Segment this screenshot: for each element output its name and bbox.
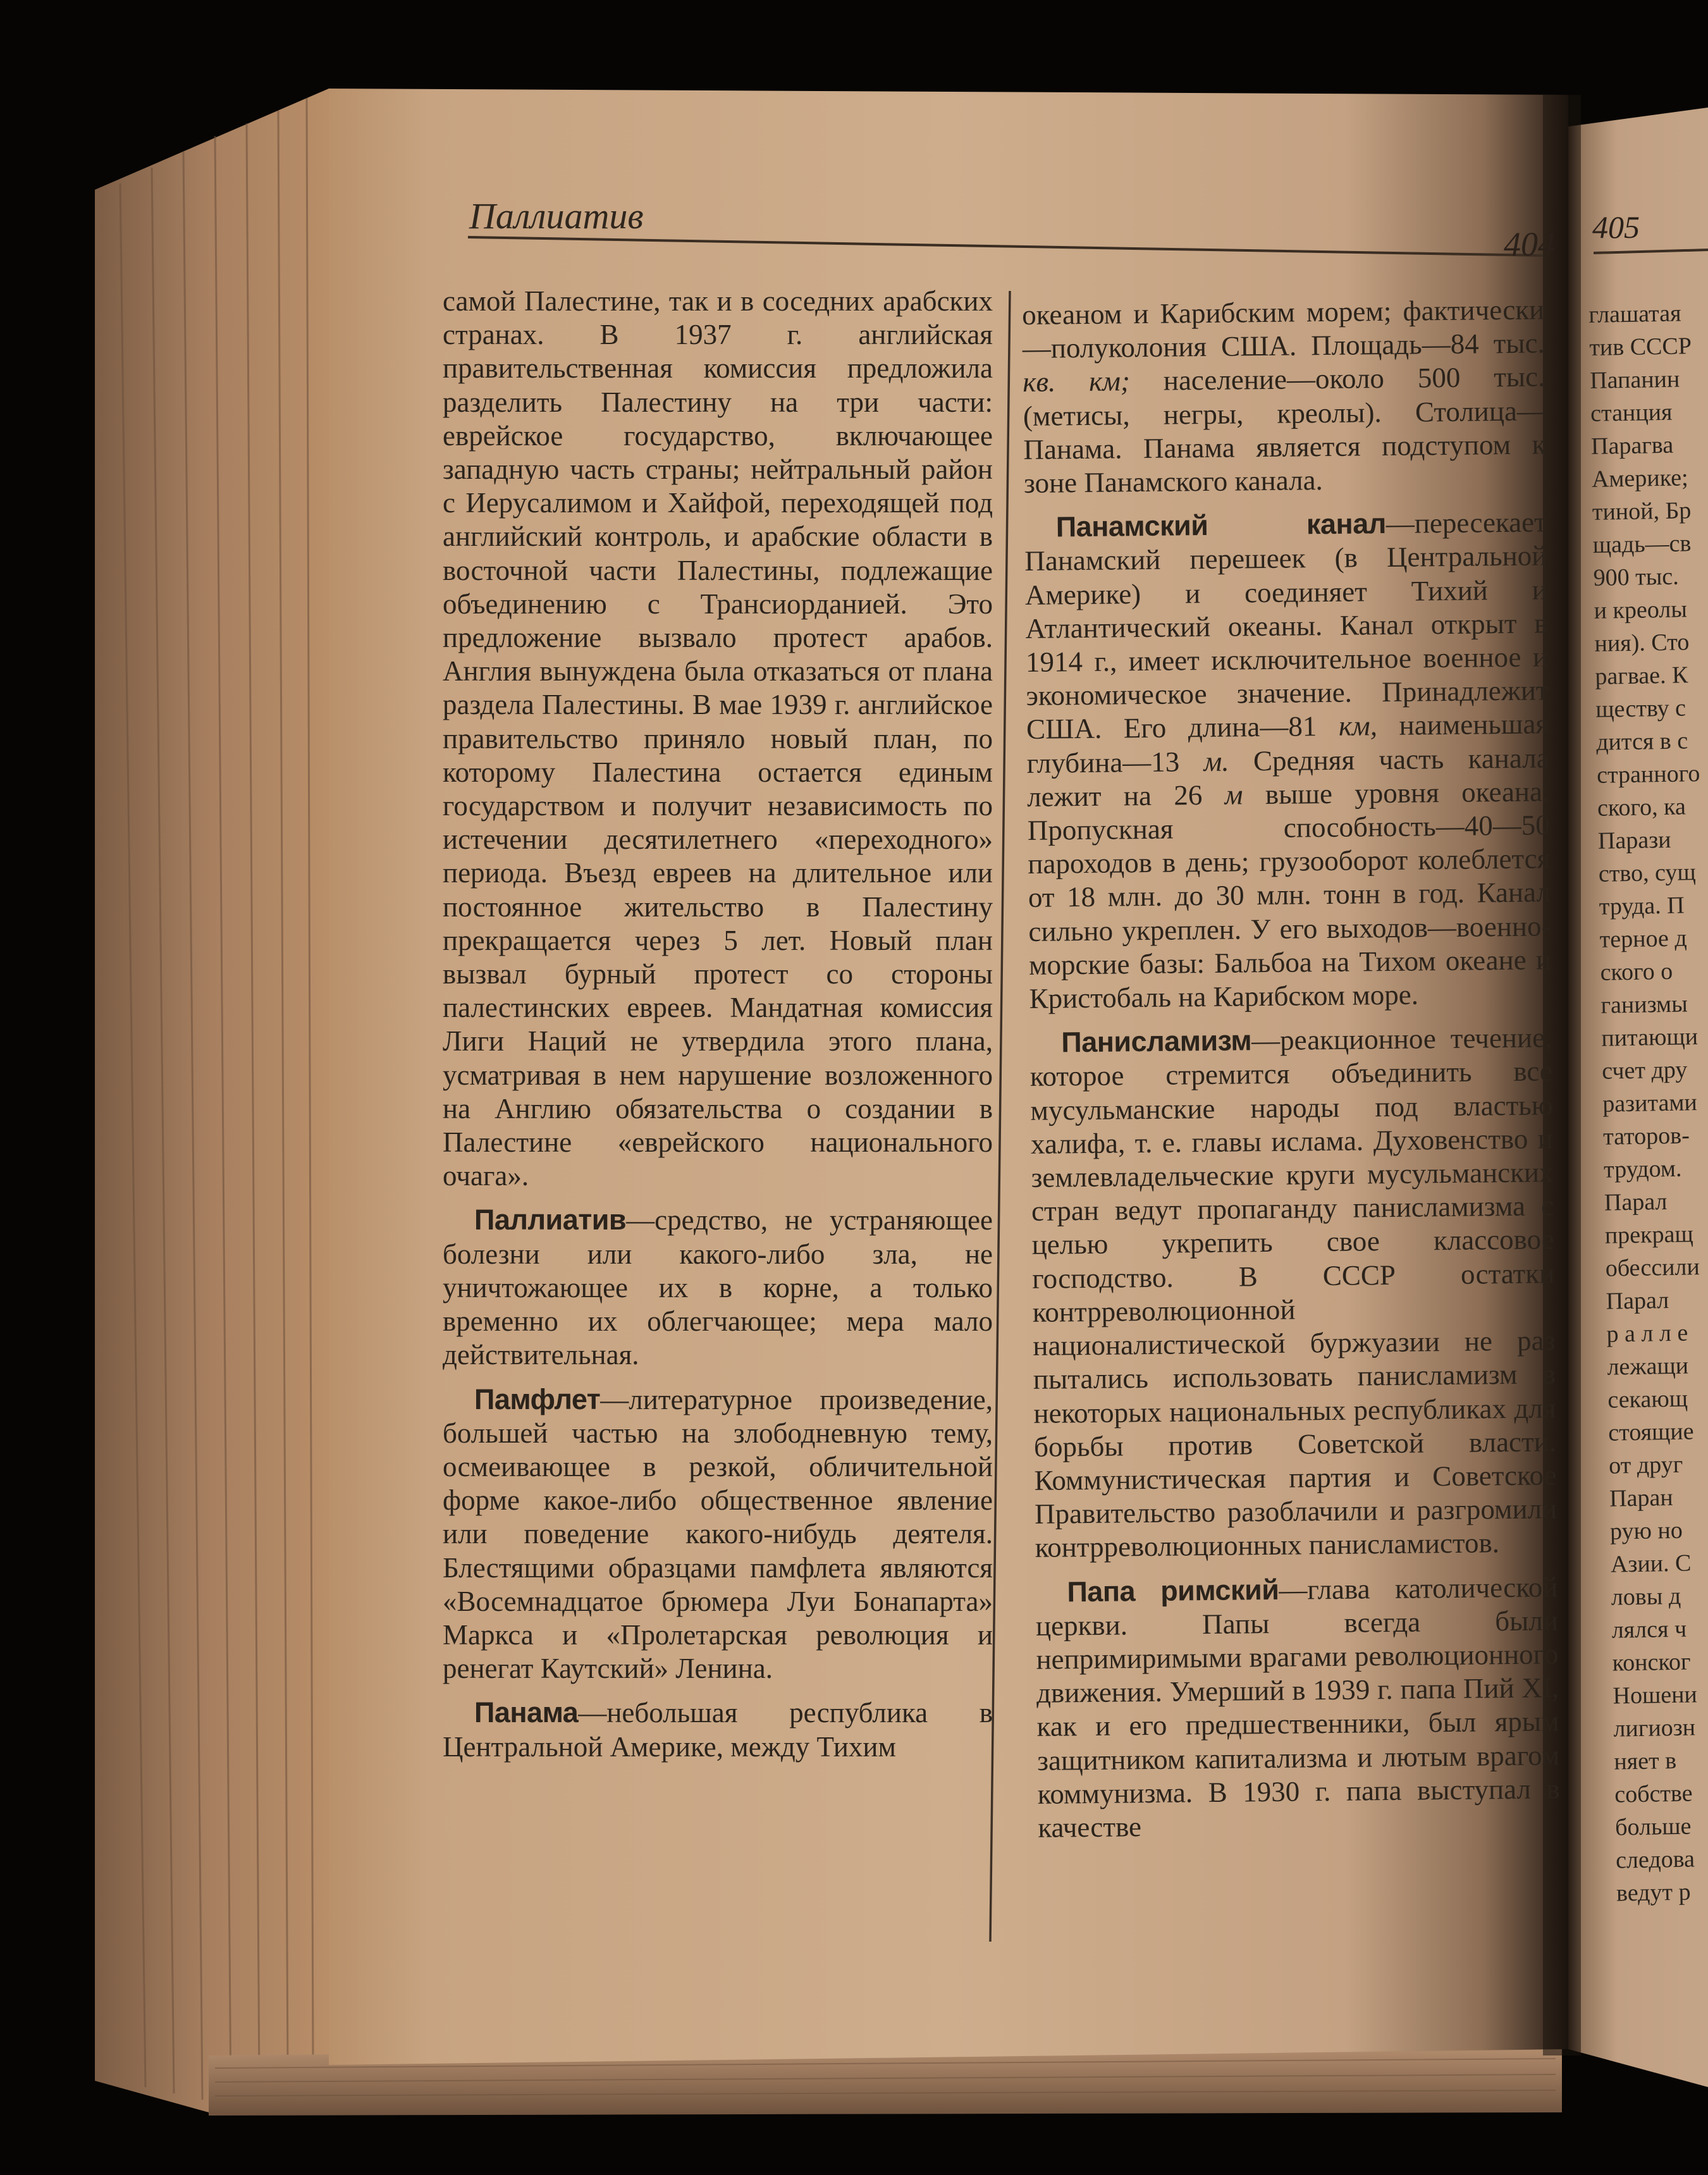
page-number-right: 405 — [1592, 209, 1640, 245]
page-number-left: 404 — [1504, 225, 1555, 263]
right-page-line: трудом. — [1603, 1155, 1682, 1183]
right-page-line: Ношени — [1613, 1681, 1698, 1710]
right-page-line: ловы д — [1611, 1582, 1681, 1611]
right-page-line: глашатая — [1588, 300, 1681, 328]
right-page-line: счет дру — [1601, 1056, 1688, 1085]
right-page-line: Парал — [1604, 1188, 1668, 1216]
text-run: выше уровня океана. Пропускная способность—40—50 пароходов в день; грузооборот колеблется от 18 млн. до 30 млн. тонн в год. Канал сильно укреплен. У его выходов—военно-морские базы: Бальбоа на Тихом океане и Кристобаль на Карибском море. — [1027, 775, 1552, 1015]
right-page-line: труда. П — [1599, 892, 1685, 920]
unit-text: км, — [1338, 710, 1378, 742]
entry-panama-canal — [1024, 505, 1552, 1016]
right-page-line: Парагва — [1590, 431, 1674, 460]
right-page-line: ство, сущ — [1598, 859, 1697, 887]
right-page-line: лигиозн — [1613, 1714, 1696, 1742]
unit-text: кв. км; — [1023, 365, 1131, 398]
entry-headword: Панама — [474, 1696, 579, 1729]
column-middle — [1022, 293, 1561, 1845]
entry-panislamism — [1029, 1021, 1557, 1565]
right-page-line: Азии. С — [1610, 1550, 1692, 1578]
entry-headword: Панамский канал — [1055, 507, 1387, 543]
entry-text: —реакционное течение, которое стремится объединить все мусульманские народы под властью халифа, т. е. главы ислама. Духовенство и землевладельческие круги мусульманских стран ведут пропаганду панисламизма с целью укрепить свое классовое господство. В СССР остатки контрреволюционной националистической буржуазии не раз пытались использовать панисламизм в некоторых национальных республиках для борьбы против Советской власти. Коммунистическая партия и Советское Правительство разоблачили и разгромили контрреволюционных панисламистов. — [1029, 1021, 1557, 1564]
right-page-line: ского о — [1600, 958, 1673, 986]
right-page-line: обессили — [1605, 1254, 1700, 1282]
entry-text: —небольшая республика в Центральной Америке, между Тихим — [443, 1697, 993, 1763]
entry-pamflet — [443, 1383, 993, 1686]
entry-panama — [443, 1696, 993, 1763]
right-page-line: терное д — [1599, 925, 1688, 953]
entry-headword: Папа римский — [1067, 1573, 1279, 1608]
right-page-line: секающ — [1607, 1385, 1688, 1414]
right-page-line: странного — [1596, 760, 1700, 789]
entry-palliativ — [443, 1203, 993, 1372]
right-page-line: следова — [1615, 1845, 1695, 1874]
right-page-line: собстве — [1614, 1780, 1693, 1808]
right-page-line: больше — [1614, 1813, 1692, 1841]
text-run: наименьшая глубина—13 — [1026, 708, 1549, 779]
right-page-line: от друг — [1608, 1451, 1683, 1479]
right-page-line: дится в с — [1595, 727, 1688, 756]
right-page-line: ния). Сто — [1594, 629, 1690, 657]
entry-headword: Панисламизм — [1061, 1024, 1252, 1059]
text-run: —пересекает Панамский перешеек (в Центральной Америке) и соединяет Тихий и Атлантический океаны. Канал открыт в 1914 г., имеет исключительное военное и экономическое значение. Принадлежит США. Его длина—81 — [1024, 506, 1549, 746]
running-head: Паллиатив — [469, 195, 644, 237]
right-page-line: тив СССР — [1588, 333, 1692, 361]
right-page-line: ского, ка — [1597, 793, 1686, 822]
text-run: население—около 500 тыс. (метисы, негры, креолы). Столица—Панама. Панама является подступом к зоне Панамского канала. — [1023, 360, 1546, 499]
right-page-line: ществу с — [1595, 694, 1686, 723]
entry-pope — [1035, 1570, 1560, 1845]
right-page-line: станция — [1590, 398, 1673, 427]
right-page-line: щадь—св — [1592, 530, 1692, 558]
right-page-line: лежащи — [1607, 1352, 1689, 1381]
right-page-line: конског — [1612, 1648, 1691, 1677]
column-left — [443, 285, 993, 1764]
right-page-line: 900 тыс. — [1593, 563, 1680, 591]
right-page-line: Паран — [1609, 1484, 1673, 1512]
unit-text: м — [1224, 779, 1243, 811]
entry-text: —средство, не устраняющее болезни или какого-либо зла, не уничтожающее их в корне, а только временно их облегчающее; мера мало действительная. — [443, 1204, 993, 1371]
right-page-line: и креолы — [1594, 596, 1688, 624]
right-page-line: стоящие — [1607, 1418, 1694, 1446]
right-page-line: питающи — [1601, 1023, 1699, 1052]
right-page-line: Парал — [1606, 1287, 1669, 1315]
right-page-line: ведут р — [1616, 1878, 1691, 1907]
right-page-line: тиной, Бр — [1592, 497, 1692, 526]
right-page-line: лялся ч — [1611, 1615, 1687, 1644]
right-page-line: ганизмы — [1600, 990, 1688, 1019]
entry-text: —литературное произведение, большей частью на злободневную тему, осмеивающее в резкой, обличительной форме какое-либо общественное явление или поведение какого-нибудь деятеля. Блестящими образцами памфлета являются «Восемнадцатое брюмера Луи Бонапарта» Маркса и «Пролетарская революция и ренегат Каутский» Ленина. — [443, 1383, 993, 1685]
right-page-line: рагвае. К — [1595, 662, 1688, 690]
entry-headword: Памфлет — [474, 1383, 601, 1415]
unit-text: м. — [1203, 745, 1229, 777]
right-page-line: таторов- — [1602, 1122, 1690, 1150]
text-run: океаном и Карибским морем; фактически—полуколония США. Площадь—84 тыс. — [1022, 293, 1545, 365]
right-page-line: Парази — [1597, 826, 1671, 854]
entry-headword: Паллиатив — [474, 1204, 627, 1236]
paragraph-panama-cont — [1022, 293, 1546, 500]
right-page-line: Америке; — [1591, 464, 1688, 493]
right-page-line: няет в — [1614, 1747, 1677, 1775]
right-page-line: Папанин — [1589, 366, 1680, 394]
paragraph-palestine-cont: самой Палестине, так и в соседних арабских странах. В 1937 г. английская правительственная комиссия предложила разделить Палестину на три части: еврейское государство, включающее западную часть страны; нейтральный район с Иерусалимом и Хайфой, переходящей под английский контроль, и арабские области в восточной части Палестины, подлежащие объединению с Трансиорданией. Это предложение вызвало протест арабов. Англия вынуждена была отказаться от плана раздела Палестины. В мае 1939 г. английское правительство приняло новый план, по которому Палестина остается единым государством и получит независимость по истечении десятилетнего «переходного» периода. Въезд евреев на длительное или постоянное жительство в Палестину прекращается через 5 лет. Новый план вызвал бурный протест со стороны палестинских евреев. Мандатная комиссия Лиги Наций не утвердила этого плана, усматривая в нем нарушение возложенного на Англию обязательства о создании в Палестине «еврейского национального очага». — [443, 285, 993, 1192]
entry-text: —глава католической церкви. Папы всегда были непримиримыми врагами революционного движения. Умерший в 1939 г. папа Пий XI, как и его предшественники, был ярым защитником капитализма и лютым врагом коммунизма. В 1930 г. папа выступал в качестве — [1035, 1570, 1560, 1844]
right-page-line: прекращ — [1604, 1221, 1694, 1249]
text-run: Средняя часть канала лежит на 26 — [1026, 741, 1549, 813]
right-page-line: рую но — [1609, 1517, 1683, 1545]
right-page-line: разитами — [1602, 1089, 1698, 1118]
right-page-line: р а л л е — [1606, 1319, 1688, 1348]
